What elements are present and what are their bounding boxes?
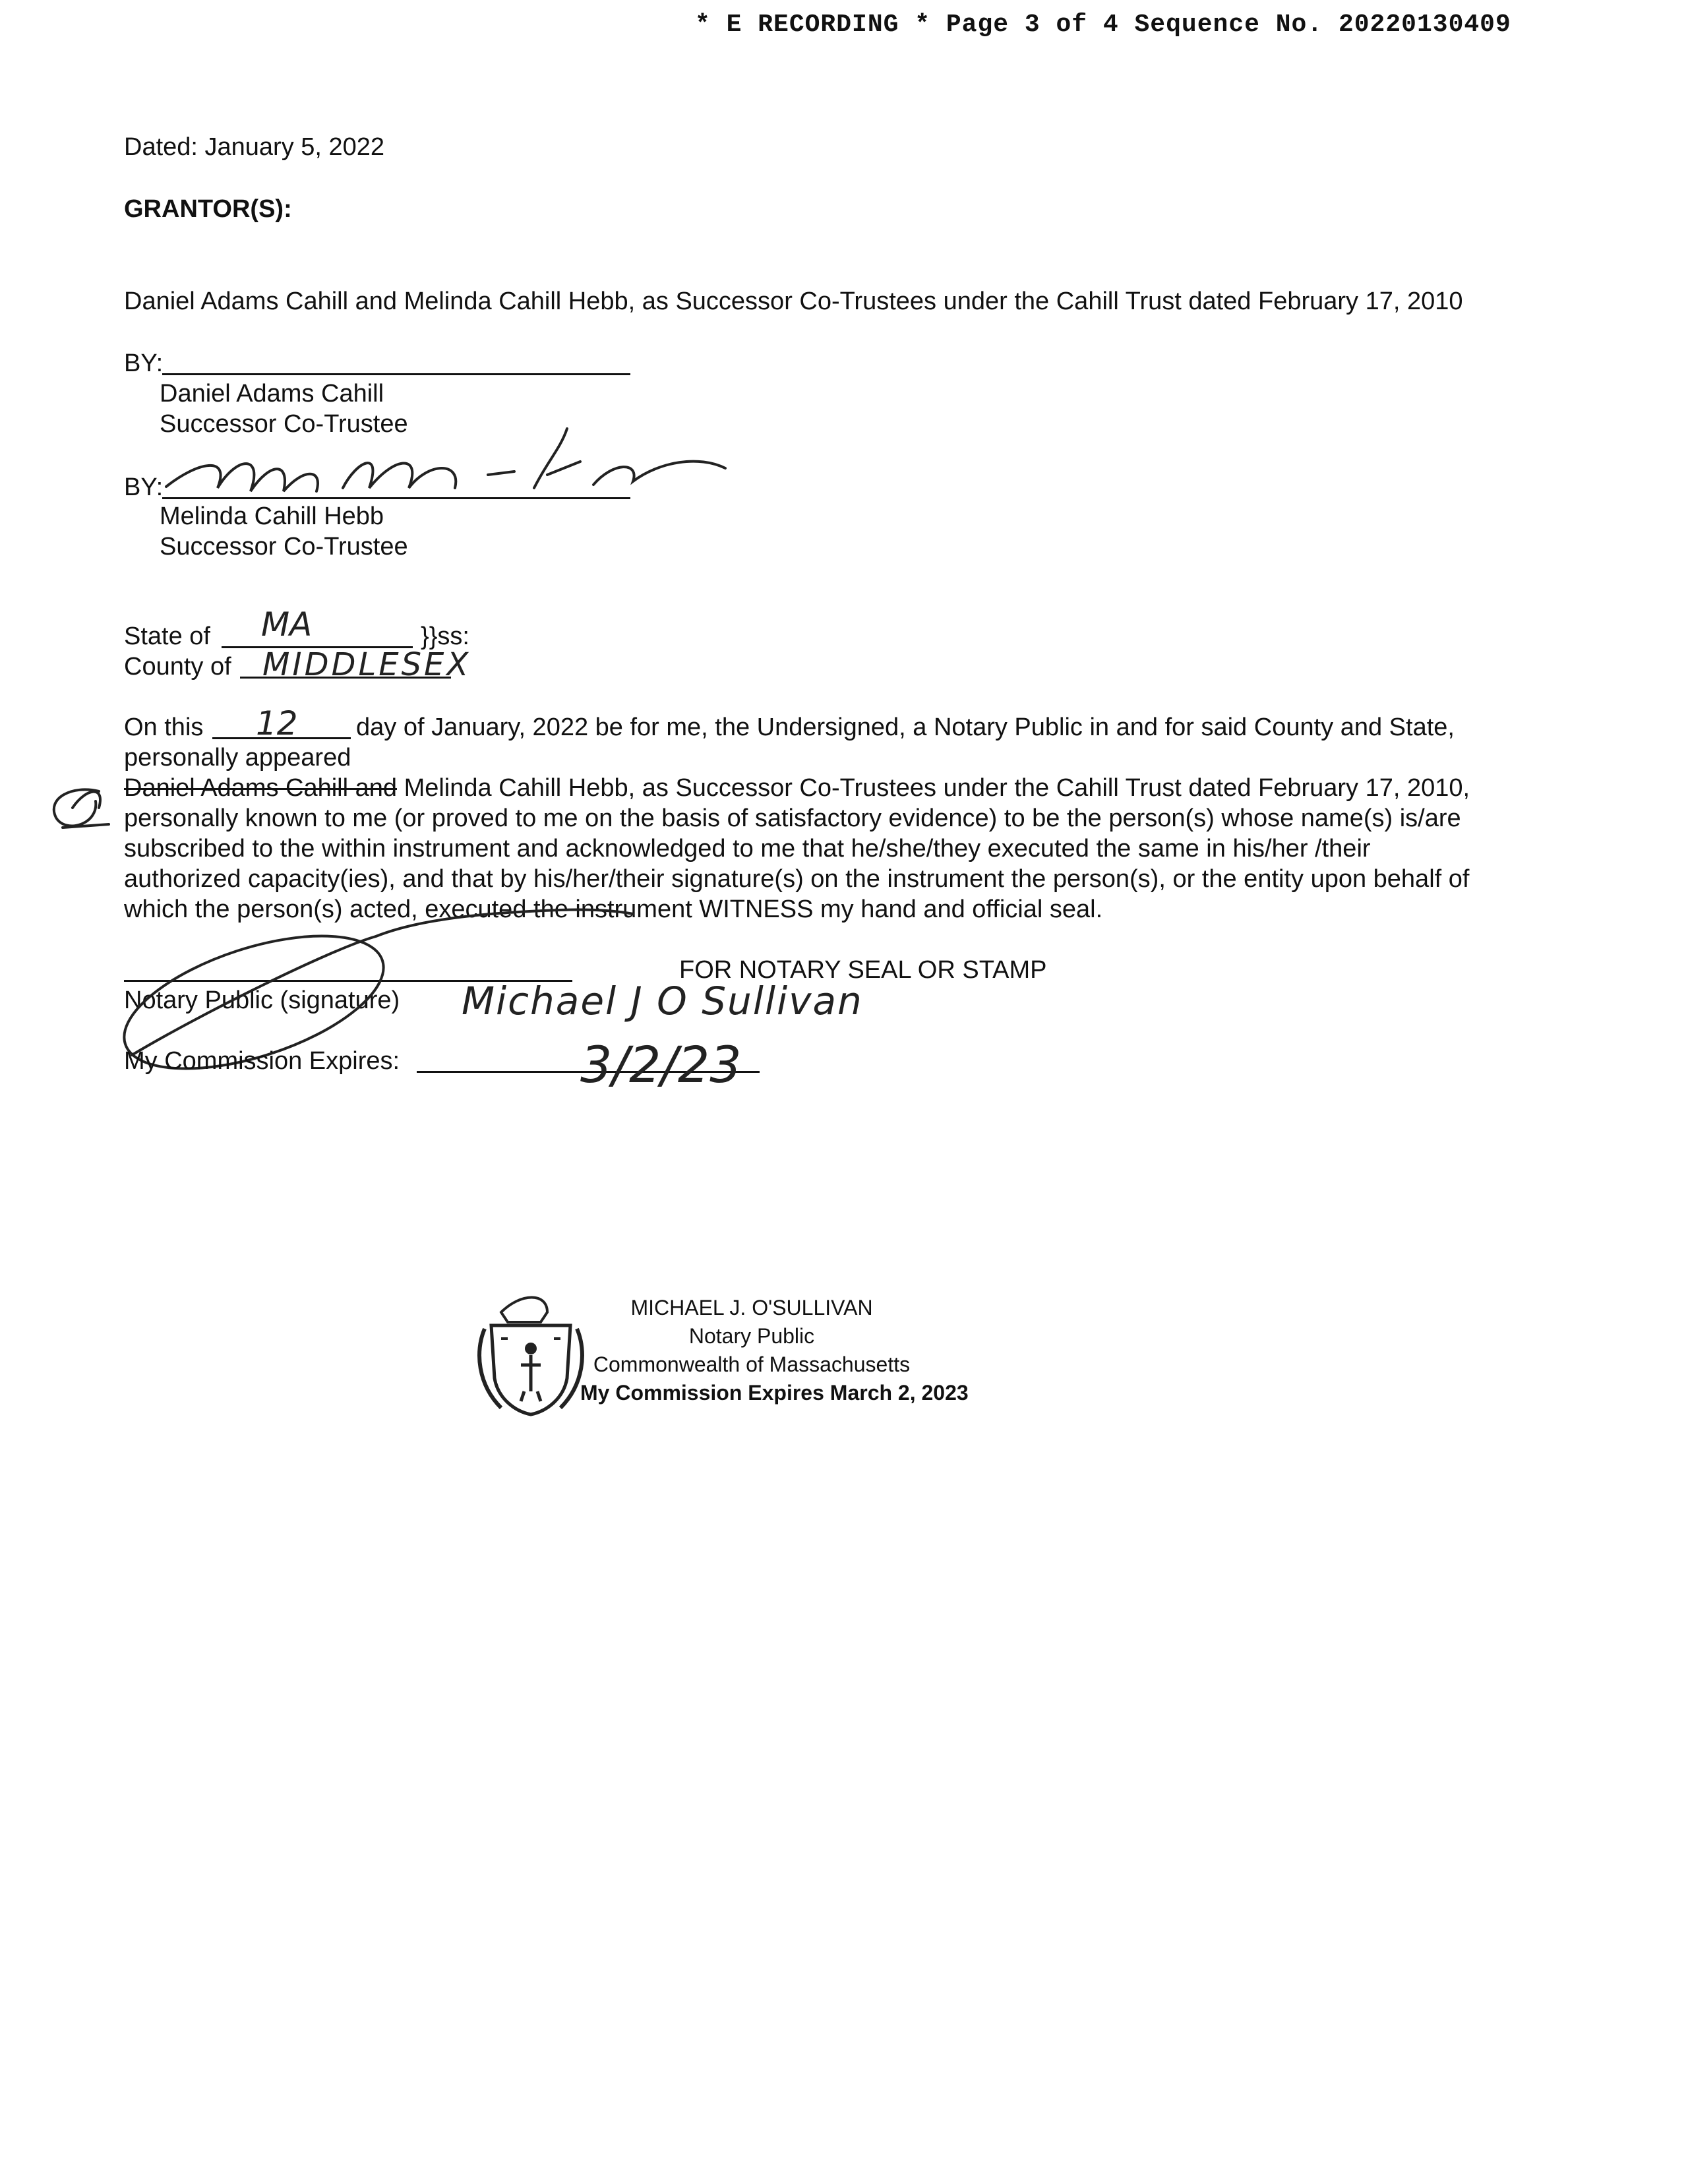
ack-line1: day of January, 2022 be for me, the Undersigned, a Notary Public in and for said County and State, bbox=[356, 713, 1455, 741]
sig1-name: Daniel Adams Cahill bbox=[160, 380, 384, 408]
struck-name: Daniel Adams Cahill and bbox=[124, 774, 398, 802]
state-label: State of bbox=[124, 622, 210, 650]
stamp-title: Notary Public bbox=[688, 1324, 815, 1348]
ack-line3-rest: Melinda Cahill Hebb, as Successor Co-Trustees under the Cahill Trust dated February 17, 2010, bbox=[397, 774, 1470, 802]
expires-label: My Commission Expires: bbox=[124, 1047, 400, 1075]
stamp-expires: My Commission Expires March 2, 2023 bbox=[580, 1381, 969, 1405]
ack-line2: personally appeared bbox=[124, 744, 351, 772]
sig1-title: Successor Co-Trustee bbox=[160, 410, 408, 438]
sig1-by-label: BY: bbox=[124, 349, 164, 377]
seal-label: FOR NOTARY SEAL OR STAMP bbox=[679, 956, 1047, 984]
dated-line: Dated: January 5, 2022 bbox=[124, 133, 385, 161]
grantor-heading: GRANTOR(S): bbox=[124, 195, 292, 223]
sig2-by-label: BY: bbox=[124, 473, 164, 501]
ack-line3 bbox=[124, 773, 1470, 803]
notary-signature-label: Notary Public (signature) bbox=[124, 986, 400, 1014]
massachusetts-seal-icon bbox=[0, 0, 1, 1]
ack-line7: which the person(s) acted, executed the instrument WITNESS my hand and official seal. bbox=[124, 895, 1103, 923]
stamp-jurisdiction: Commonwealth of Massachusetts bbox=[593, 1352, 911, 1376]
notary-handwritten-name: Michael J O Sullivan bbox=[462, 979, 863, 1023]
ack-line6: authorized capacity(ies), and that by his/her/their signature(s) on the instrument the person(s), or the entity upon behalf of bbox=[124, 865, 1470, 893]
ack-day-value: 12 bbox=[256, 704, 298, 743]
recording-header: * E RECORDING * Page 3 of 4 Sequence No. 20220130409 bbox=[695, 11, 1511, 39]
ack-line5: subscribed to the within instrument and acknowledged to me that he/she/they executed the same in his/her /their bbox=[124, 835, 1371, 863]
sig2-title: Successor Co-Trustee bbox=[160, 533, 408, 561]
ack-line4: personally known to me (or proved to me on the basis of satisfactory evidence) to be the person(s) whose name(s) is/are bbox=[124, 804, 1461, 832]
sig2-name: Melinda Cahill Hebb bbox=[160, 502, 384, 530]
county-label: County of bbox=[124, 653, 231, 681]
sig1-line bbox=[162, 373, 630, 375]
expires-value: 3/2/23 bbox=[580, 1035, 742, 1094]
sig2-line bbox=[162, 497, 630, 499]
ack-on-this: On this bbox=[124, 713, 204, 741]
state-value: MA bbox=[261, 605, 313, 644]
stamp-name: MICHAEL J. O'SULLIVAN bbox=[630, 1296, 873, 1320]
ss-label: }}ss: bbox=[421, 622, 469, 650]
grantor-text: Daniel Adams Cahill and Melinda Cahill Hebb, as Successor Co-Trustees under the Cahill Trust dated February 17, 2010 bbox=[124, 288, 1463, 315]
county-value: MIDDLESEX bbox=[262, 646, 471, 683]
stamp-text bbox=[580, 1294, 969, 1407]
